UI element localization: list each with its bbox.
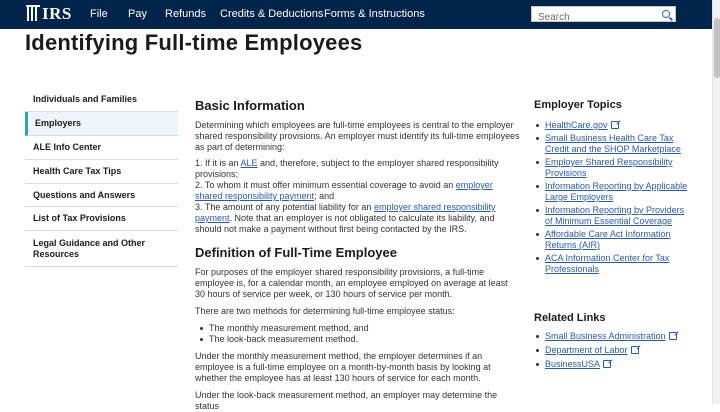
item-text: 2. To whom it must offer minimum essential coverage to avoid an — [195, 180, 456, 190]
determining-item-1 — [195, 158, 520, 180]
lookback-method-paragraph: Under the look-back measurement method, an employer may determine the status — [195, 390, 498, 411]
list-item: The monthly measurement method, and — [195, 323, 520, 334]
sidenav-item-employers[interactable] — [25, 112, 178, 136]
link-text[interactable]: Affordable Care Act Information Returns (AIR) — [545, 229, 671, 250]
employer-topics-list — [534, 120, 689, 275]
methods-list — [195, 323, 520, 345]
related-links-list — [534, 331, 689, 370]
link-text[interactable]: Information Reporting by Applicable Large Employers — [545, 181, 688, 202]
ale-link[interactable]: ALE — [240, 158, 258, 168]
sidenav-item-ale-info-center[interactable] — [25, 136, 178, 160]
link-text[interactable]: ACA Information Center for Tax Professionals — [545, 253, 670, 274]
link-text[interactable]: Information Reporting by Providers of Minimum Essential Coverage — [545, 205, 685, 226]
irs-logo[interactable] — [26, 4, 72, 24]
topic-link-reporting-providers[interactable] — [534, 205, 689, 227]
link-text[interactable]: Small Business Health Care Tax Credit and the SHOP Marketplace — [545, 133, 681, 154]
related-links — [534, 313, 689, 370]
sidenav-item-health-care-tax-tips[interactable] — [25, 160, 178, 184]
top-navigation-bar — [0, 0, 712, 29]
nav-file[interactable]: File — [90, 8, 108, 20]
sidenav-item-label: Questions and Answers — [33, 189, 136, 200]
related-links-heading: Related Links — [534, 312, 606, 324]
search-icon[interactable] — [662, 10, 670, 18]
page-scrollbar[interactable] — [712, 0, 720, 404]
item-text: and, therefore, subject to the employer shared responsibility provisions; — [195, 158, 499, 179]
nav-forms-instructions[interactable]: Forms & Instructions — [324, 8, 425, 20]
main-content — [195, 98, 520, 412]
definition-heading: Definition of Full-Time Employee — [195, 245, 397, 260]
item-text: 1. If it is an — [195, 158, 241, 168]
intro-paragraph: Determining which employees are full-time employees is central to the employer shared responsibility provisions. An employer must identify its full-time employees as part of determining: — [195, 120, 520, 152]
search-input[interactable] — [532, 11, 652, 25]
related-link-dol[interactable] — [534, 345, 689, 356]
basic-information-heading: Basic Information — [195, 98, 305, 113]
methods-intro: There are two methods for determining full-time employee status: — [195, 306, 455, 316]
link-text[interactable]: Employer Shared Responsibility Provisions — [545, 157, 673, 178]
link-text[interactable]: BusinessUSA — [545, 359, 601, 369]
external-link-icon — [631, 346, 639, 354]
list-item: The look-back measurement method. — [195, 334, 520, 345]
monthly-method-paragraph: Under the monthly measurement method, the employer determines if an employee is a full-time employee on a month-by-month basis by looking at whether the employee has at least 130 hours of service for each month. — [195, 351, 491, 383]
external-link-icon — [611, 121, 619, 129]
logo-text: IRS — [42, 4, 72, 23]
sidenav-item-label: Health Care Tax Tips — [33, 166, 122, 176]
determining-item-3 — [195, 202, 520, 235]
link-text[interactable]: Small Business Administration — [545, 331, 666, 341]
sidenav-item-label: Employers — [35, 118, 82, 128]
topic-link-shared-responsibility[interactable] — [534, 157, 689, 179]
sidenav-item-label: ALE Info Center — [33, 142, 102, 152]
topic-link-small-business-credit[interactable] — [534, 133, 689, 155]
sidenav-item-label: Legal Guidance and Other Resources — [33, 237, 146, 259]
determining-item-2 — [195, 180, 520, 202]
scrollbar-thumb[interactable] — [714, 18, 720, 78]
related-link-sba[interactable] — [534, 331, 689, 342]
link-text[interactable]: Department of Labor — [545, 345, 628, 355]
sidenav-item-label: List of Tax Provisions — [33, 213, 126, 223]
item-text: . Note that an employer is not obligated to calculate its liability, and should not make a payment without first being contacted by the IRS. — [195, 213, 495, 234]
related-link-businessusa[interactable] — [534, 359, 689, 370]
topic-link-reporting-ale[interactable] — [534, 181, 689, 203]
link-text[interactable]: HealthCare.gov — [545, 120, 608, 130]
external-link-icon — [669, 332, 677, 340]
topic-link-healthcare-gov[interactable] — [534, 120, 689, 131]
nav-pay[interactable]: Pay — [128, 8, 147, 20]
nav-refunds[interactable]: Refunds — [165, 8, 206, 20]
nav-credits-deductions[interactable]: Credits & Deductions — [220, 8, 324, 20]
external-link-icon — [603, 360, 611, 368]
sidenav-item-individuals-families[interactable] — [25, 88, 178, 112]
search-box — [531, 6, 676, 22]
employer-topics-heading: Employer Topics — [534, 99, 622, 111]
esrp-link[interactable]: employer shared responsibility payment — [195, 180, 493, 201]
esrp-payment-link[interactable]: employer shared responsibility payment — [195, 202, 496, 223]
side-navigation — [25, 88, 178, 267]
employer-topics — [534, 100, 689, 275]
sidenav-item-questions-answers[interactable] — [25, 184, 178, 207]
item-text: 3. The amount of any potential liability for an — [195, 202, 374, 212]
topic-link-air[interactable] — [534, 229, 689, 251]
sidenav-item-tax-provisions[interactable] — [25, 207, 178, 231]
sidenav-item-legal-guidance[interactable] — [25, 231, 178, 267]
definition-paragraph: For purposes of the employer shared responsibility provisions, a full-time employee is, for a calendar month, an employee employed on average at least 30 hours of service per week, or 130 hours of service per month. — [195, 267, 508, 299]
item-text: ; and — [314, 191, 335, 201]
page-title: Identifying Full-time Employees — [25, 30, 363, 55]
topic-link-aca-info-center[interactable] — [534, 253, 689, 275]
sidenav-item-label: Individuals and Families — [33, 94, 138, 104]
irs-eagle-icon — [26, 5, 40, 23]
